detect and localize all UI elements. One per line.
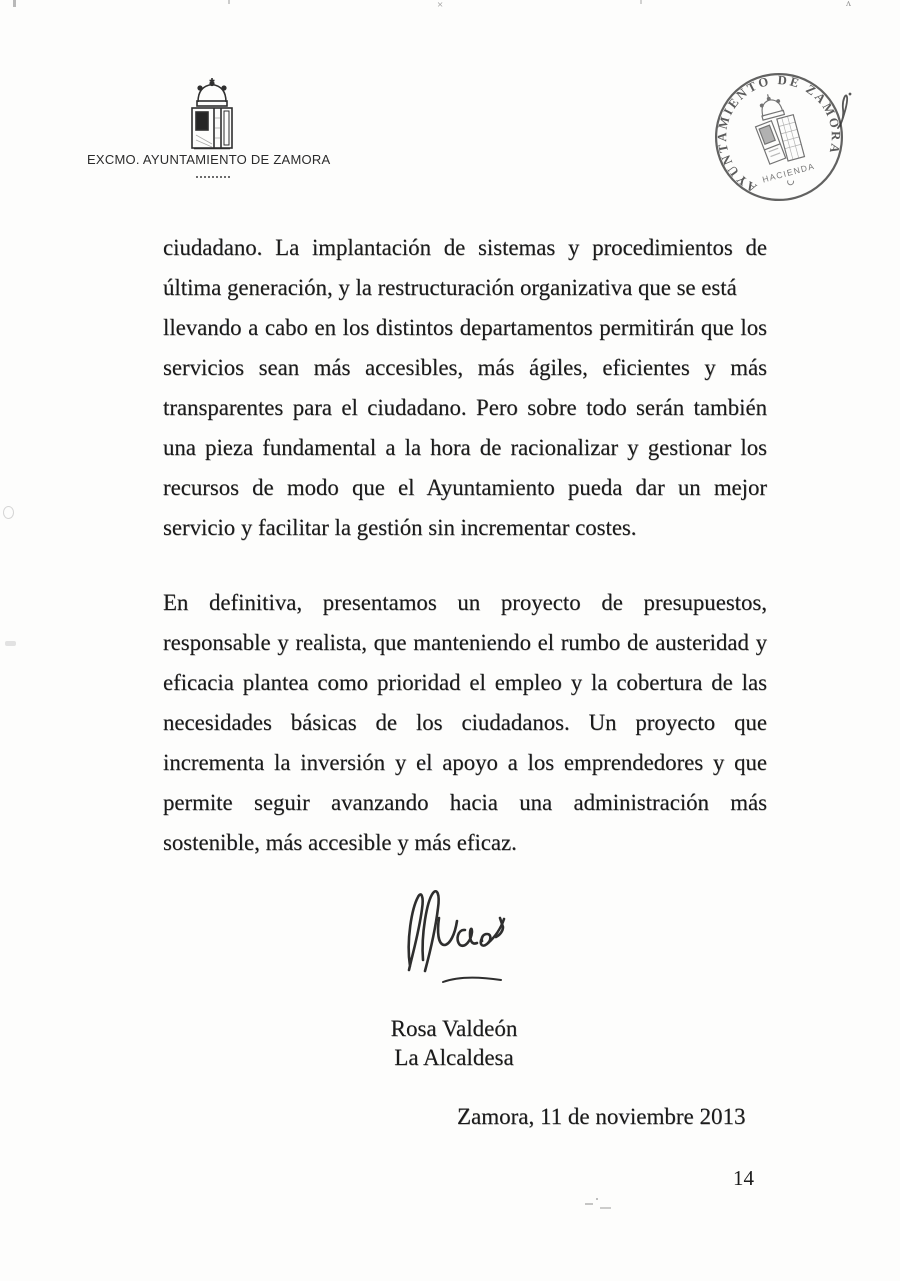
signature-block — [329, 1014, 579, 1072]
text-line: recursos de modo que el Ayuntamiento pueda dar un mejor — [163, 475, 767, 500]
text-line: necesidades básicas de los ciudadanos. Un proyecto que — [163, 710, 767, 735]
scan-artifact — [228, 0, 230, 4]
text-line: eficacia plantea como prioridad el empleo y la cobertura de las — [163, 670, 767, 695]
scan-artifact — [13, 0, 16, 7]
text-line: sostenible, más accesible y más eficaz. — [163, 830, 517, 855]
scan-artifact: × — [437, 0, 444, 11]
scan-artifact — [585, 1203, 593, 1205]
scan-artifact — [640, 0, 642, 4]
stamp-department-text: HACIENDA — [761, 160, 816, 185]
text-line: transparentes para el ciudadano. Pero sobre todo serán también — [163, 395, 767, 420]
handwritten-signature — [403, 888, 521, 978]
scan-artifact — [3, 506, 14, 519]
text-line: permite seguir avanzando hacia una administración más — [163, 790, 767, 815]
official-stamp — [694, 52, 864, 222]
scan-artifact — [600, 1207, 611, 1209]
text-line: llevando a cabo en los distintos departamentos permitirán que los — [163, 315, 767, 340]
scan-artifact: ʌ — [846, 0, 851, 9]
text-line: servicios sean más accesibles, más ágiles, eficientes y más — [163, 355, 767, 380]
text-line: servicio y facilitar la gestión sin incrementar costes. — [163, 515, 637, 540]
page-number: 14 — [733, 1166, 754, 1190]
text-line: En definitiva, presentamos un proyecto de presupuestos, — [163, 590, 767, 615]
signer-title: La Alcaldesa — [394, 1045, 514, 1070]
stamp-ring-text: AYUNTAMIENTO DE ZAMORA — [715, 73, 843, 195]
text-line: incrementa la inversión y el apoyo a los emprendedores y que — [163, 750, 767, 775]
signer-name: Rosa Valdeón — [390, 1016, 518, 1041]
text-line: una pieza fundamental a la hora de racionalizar y gestionar los — [163, 435, 767, 460]
text-line: última generación, y la restructuración organizativa que se está — [163, 275, 737, 300]
paragraph — [163, 583, 767, 863]
stamp-emblem — [748, 89, 804, 167]
text-line: ciudadano. La implantación de sistemas y procedimientos de — [163, 235, 767, 260]
letter-body — [163, 228, 767, 863]
text-line: responsable y realista, que manteniendo el rumbo de austeridad y — [163, 630, 767, 655]
dateline: Zamora, 11 de noviembre 2013 — [457, 1104, 746, 1129]
signature-underline — [441, 974, 503, 986]
coat-of-arms-icon — [184, 78, 240, 152]
pen-flourish-icon — [832, 90, 858, 130]
scan-artifact — [5, 641, 16, 646]
paragraph — [163, 228, 767, 548]
letterhead-underline — [196, 176, 230, 178]
scan-artifact — [596, 1198, 598, 1200]
letterhead-org-name: EXCMO. AYUNTAMIENTO DE ZAMORA — [87, 152, 331, 167]
